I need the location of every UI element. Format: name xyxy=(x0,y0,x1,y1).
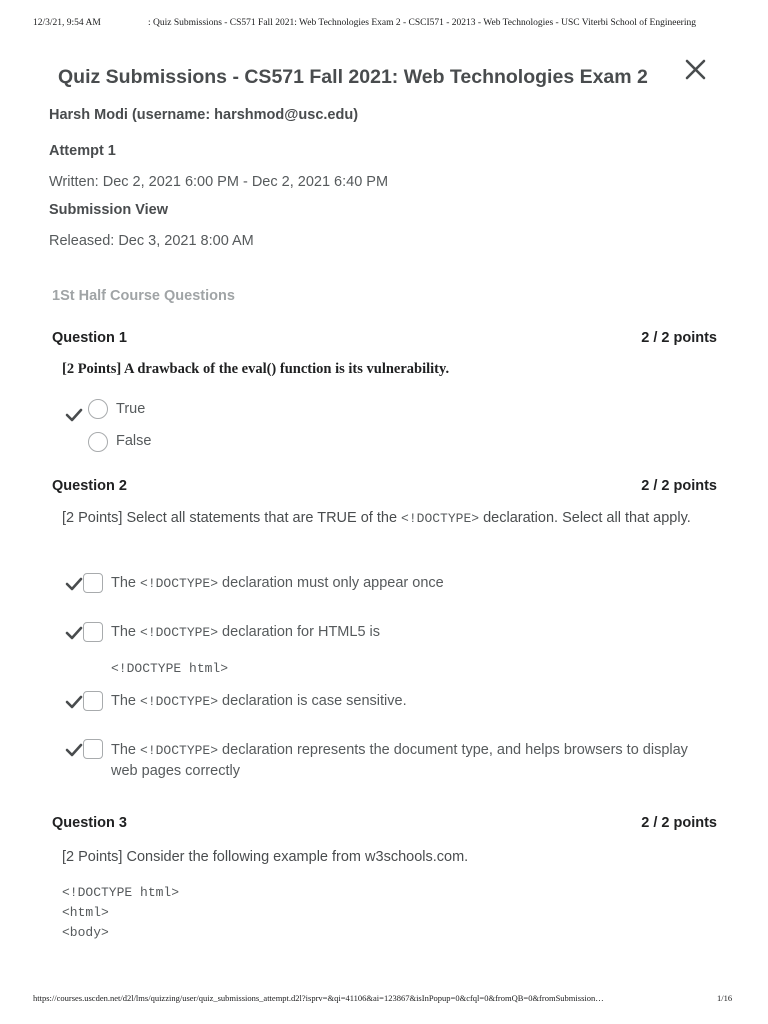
written-time: Written: Dec 2, 2021 6:00 PM - Dec 2, 2021 6:40 PM xyxy=(49,174,389,190)
question-1-text: [2 Points] A drawback of the eval() function is its vulnerability. xyxy=(62,361,450,377)
radio-true[interactable] xyxy=(88,399,108,419)
question-3-points: 2 / 2 points xyxy=(641,815,717,831)
q2-option-3-label: The <!DOCTYPE> declaration is case sensitive. xyxy=(111,693,407,709)
question-2-points: 2 / 2 points xyxy=(641,478,717,494)
doctype-code: <!DOCTYPE> xyxy=(401,511,480,526)
correct-check-icon xyxy=(65,626,83,640)
question-3-label: Question 3 xyxy=(52,815,127,831)
section-title: 1St Half Course Questions xyxy=(52,288,235,304)
option-false-label: False xyxy=(116,433,152,449)
submission-view-label: Submission View xyxy=(49,202,168,218)
question-3-text: [2 Points] Consider the following example from w3schools.com. xyxy=(62,849,469,865)
q2-option-2-label: The <!DOCTYPE> declaration for HTML5 is xyxy=(111,624,381,640)
checkbox-option-1[interactable] xyxy=(83,573,103,593)
print-page-number: 1/16 xyxy=(717,993,733,1003)
q2-option-2-code-block: <!DOCTYPE html> xyxy=(111,661,229,676)
question-1-points: 2 / 2 points xyxy=(641,330,717,346)
question-1-label: Question 1 xyxy=(52,330,127,346)
question-2-label: Question 2 xyxy=(52,478,127,494)
correct-check-icon xyxy=(65,408,83,422)
code-line: <html> xyxy=(62,905,109,920)
print-datetime: 12/3/21, 9:54 AM xyxy=(33,18,101,28)
checkbox-option-3[interactable] xyxy=(83,691,103,711)
radio-false[interactable] xyxy=(88,432,108,452)
released-time: Released: Dec 3, 2021 8:00 AM xyxy=(49,233,254,249)
checkbox-option-2[interactable] xyxy=(83,622,103,642)
correct-check-icon xyxy=(65,577,83,591)
q2-option-4-label: The <!DOCTYPE> declaration represents the document type, and helps browsers to display web pages correctly xyxy=(111,742,688,779)
q2-option-1-label: The <!DOCTYPE> declaration must only appear once xyxy=(111,575,444,591)
question-2-text-after: declaration. Select all that apply. xyxy=(479,510,691,526)
attempt-label: Attempt 1 xyxy=(49,143,116,159)
checkbox-option-4[interactable] xyxy=(83,739,103,759)
dialog-title: Quiz Submissions - CS571 Fall 2021: Web Technologies Exam 2 xyxy=(58,66,648,88)
print-url: https://courses.uscden.net/d2l/lms/quizzing/user/quiz_submissions_attempt.d2l?isprv=&qi=41106&ai=123867&isInPopup=0&cfql=0&fromQB=0&fromSubmission… xyxy=(33,993,604,1003)
submission-user: Harsh Modi (username: harshmod@usc.edu) xyxy=(49,107,359,123)
close-icon[interactable] xyxy=(683,56,709,84)
option-true-label: True xyxy=(116,401,146,417)
question-2-text xyxy=(62,508,722,529)
code-line: <!DOCTYPE html> xyxy=(62,885,180,900)
question-3-code xyxy=(62,883,179,943)
print-page-title: : Quiz Submissions - CS571 Fall 2021: Web Technologies Exam 2 - CSCI571 - 20213 - Web Technologies - USC Viterbi School of Engineering xyxy=(148,18,696,28)
correct-check-icon xyxy=(65,743,83,757)
code-line: <body> xyxy=(62,925,109,940)
correct-check-icon xyxy=(65,695,83,709)
question-2-text-before: [2 Points] Select all statements that are TRUE of the xyxy=(62,510,402,526)
